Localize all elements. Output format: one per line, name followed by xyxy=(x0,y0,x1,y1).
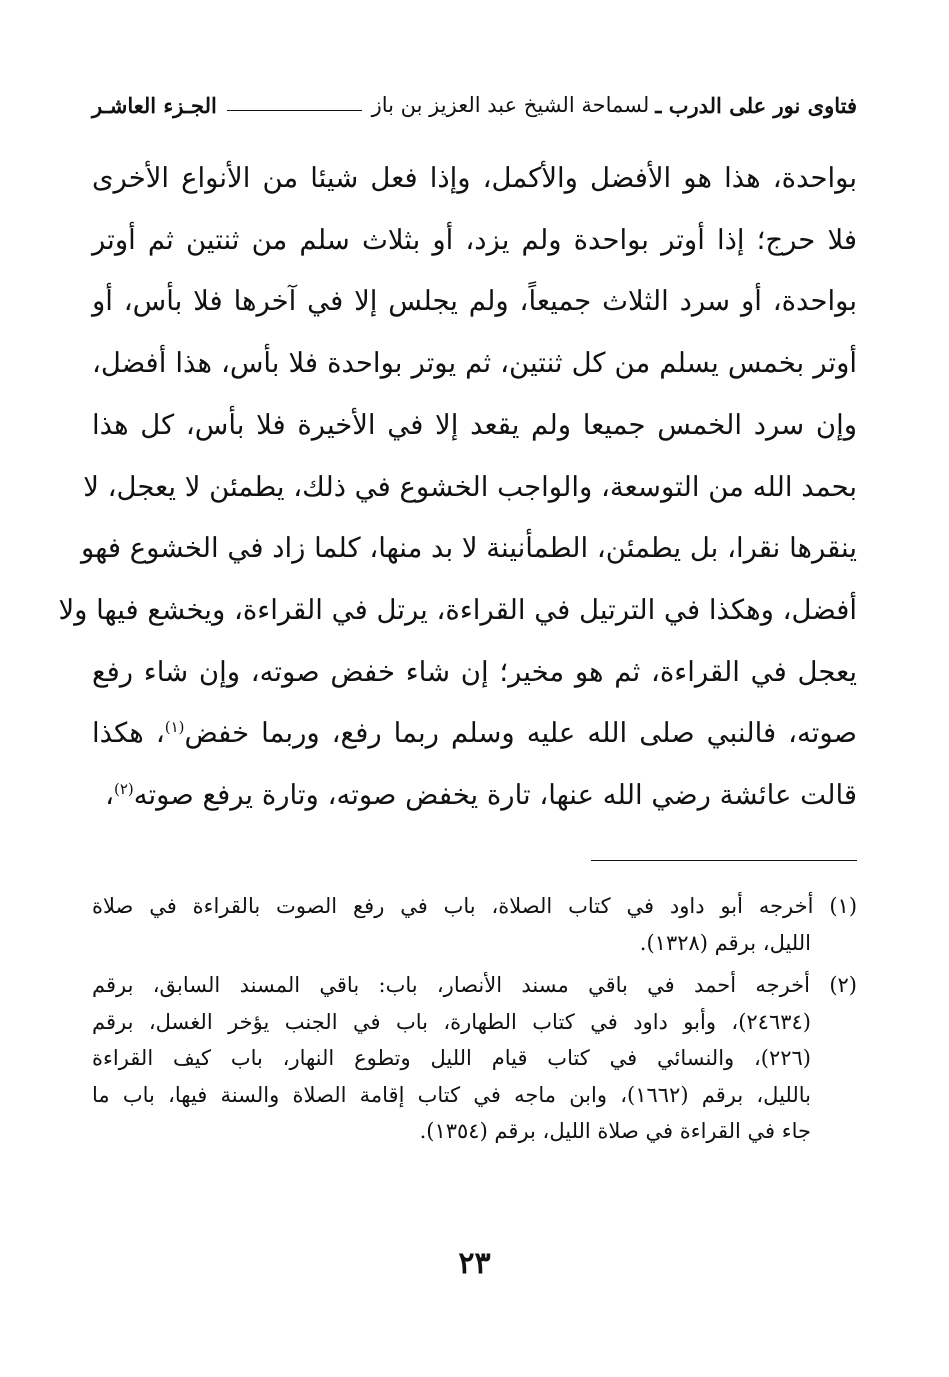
footnote-line: (٢٢٦)، والنسائي في كتاب قيام الليل وتطوع النهار، باب كيف القراءة xyxy=(92,1046,811,1070)
text-line: أوتر بخمس يسلم من كل ثنتين، ثم يوتر بواحدة فلا بأس، هذا أفضل، xyxy=(92,347,857,380)
footnote-line: جاء في القراءة في صلاة الليل، برقم (١٣٥٤). xyxy=(419,1119,811,1143)
text-line xyxy=(92,703,857,765)
text-segment: صوته، فالنبي صلى الله عليه وسلم ربما رفع، وربما خفض xyxy=(184,717,857,750)
page-number: ٢٣ xyxy=(458,1246,491,1281)
footnote-ref-2[interactable]: (٢) xyxy=(114,779,134,798)
footnotes xyxy=(92,888,857,1156)
footnote-1 xyxy=(92,888,857,961)
text-segment: ، هكذا xyxy=(92,717,165,750)
text-line xyxy=(92,765,857,827)
text-line: يعجل في القراءة، ثم هو مخير؛ إن شاء خفض صوته، وإن شاء رفع xyxy=(92,655,857,688)
footnote-line: بالليل، برقم (١٦٦٢)، وابن ماجه في كتاب إقامة الصلاة والسنة فيها، باب ما xyxy=(92,1082,812,1107)
author-line: لسماحة الشيخ عبد العزيز بن باز xyxy=(371,93,650,117)
volume-label: الجـزء العاشـر xyxy=(92,92,217,118)
text-segment: ، xyxy=(105,779,114,812)
text-line: بحمد الله من التوسعة، والواجب الخشوع في ذلك، يطمئن لا يعجل، لا xyxy=(83,470,857,503)
text-segment: قالت عائشة رضي الله عنها، تارة يخفض صوته، وتارة يرفع صوته xyxy=(133,779,857,812)
footnote-line: الليل، برقم (١٣٢٨). xyxy=(639,930,811,955)
footnote-line: (٢٤٦٣٤)، وأبو داود في كتاب الطهارة، باب في الجنب يؤخر الغسل، برقم xyxy=(92,1009,811,1034)
header-rule xyxy=(227,110,362,111)
footnote-line: (١) أخرجه أبو داود في كتاب الصلاة، باب في رفع الصوت بالقراءة في صلاة xyxy=(92,894,858,918)
book-title: فتاوى نور على الدرب ـ xyxy=(655,92,857,118)
footnote-2 xyxy=(92,967,857,1150)
text-line: ينقرها نقرا، بل يطمئن، الطمأنينة لا بد منها، كلما زاد في الخشوع فهو xyxy=(80,532,857,565)
text-line: بواحدة، أو سرد الثلاث جميعاً، ولم يجلس إلا في آخرها فلا بأس، أو xyxy=(92,285,857,318)
running-header xyxy=(92,88,857,122)
text-line: وإن سرد الخمس جميعا ولم يقعد إلا في الأخيرة فلا بأس، كل هذا xyxy=(92,408,857,441)
text-line: بواحدة، هذا هو الأفضل والأكمل، وإذا فعل شيئا من الأنواع الأخرى xyxy=(92,162,857,194)
main-text xyxy=(58,148,857,827)
text-line: أفضل، وهكذا في الترتيل في القراءة، يرتل في القراءة، ويخشع فيها ولا xyxy=(58,593,857,626)
footnote-separator xyxy=(591,860,857,861)
footnote-ref-1[interactable]: (١) xyxy=(164,718,185,737)
footnote-line: (٢) أخرجه أحمد في باقي مسند الأنصار، باب: باقي المسند السابق، برقم xyxy=(92,973,857,997)
text-line: فلا حرج؛ إذا أوتر بواحدة ولم يزد، أو بثلاث سلم من ثنتين ثم أوتر xyxy=(92,223,857,256)
